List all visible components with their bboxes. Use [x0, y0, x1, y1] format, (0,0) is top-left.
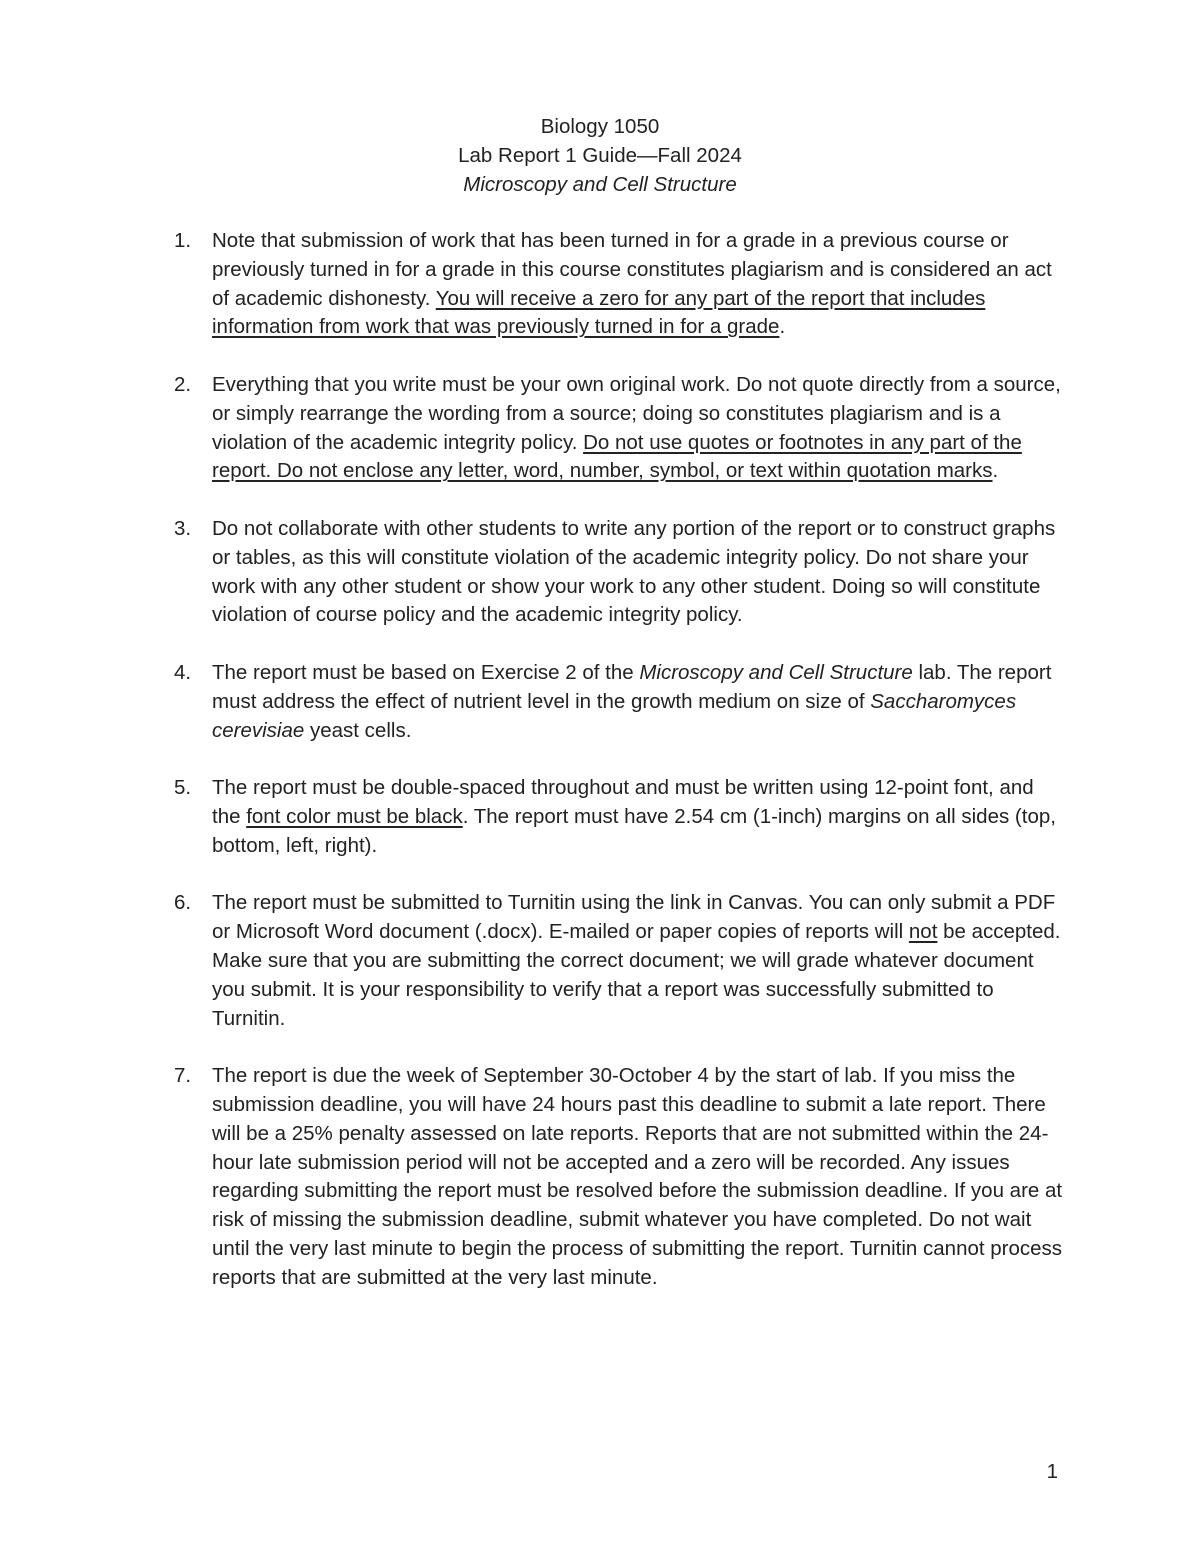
item-text: [212, 659, 1067, 745]
underlined-text: Do not use quotes or footnotes in any part of the report. Do not enclose any letter, word, number, symbol, or text within quotation marks: [212, 430, 1022, 483]
italic-text: Microscopy and Cell Structure: [639, 660, 913, 684]
page-number: 1: [1046, 1460, 1058, 1483]
guideline-item-1: [0, 227, 1200, 342]
guideline-item-2: [0, 371, 1200, 486]
item-number: 5.: [174, 776, 192, 800]
text-segment: .: [779, 315, 786, 339]
guideline-item-4: [0, 659, 1200, 745]
guideline-item-7: [0, 1062, 1200, 1292]
guideline-item-3: [0, 515, 1200, 630]
text-segment: .: [992, 459, 999, 483]
document-header: [0, 112, 1200, 199]
item-text: [212, 371, 1067, 486]
italic-text: Saccharomyces cerevisiae: [212, 689, 1017, 742]
document-subtitle: Microscopy and Cell Structure: [463, 173, 737, 196]
guideline-item-6: [0, 889, 1200, 1033]
item-text: [212, 515, 1067, 630]
text-segment: The report must be based on Exercise 2 of the: [212, 660, 640, 684]
item-number: 2.: [174, 372, 192, 396]
text-segment: Everything that you write must be your own original work. Do not quote directly from a source, or simply rearrange the wording from a source; doing so constitutes plagiarism and is a violation of the academic integrity policy.: [212, 372, 1061, 454]
guidelines-list: [0, 227, 1200, 1321]
item-number: 1.: [174, 229, 192, 252]
text-segment: The report must be double-spaced throughout and must be written using 12-point font, and the: [212, 776, 1034, 828]
text-segment: yeast cells.: [304, 718, 412, 742]
underlined-text: You will receive a zero for any part of the report that includes information from work that was previously turned in for a grade: [212, 286, 986, 339]
item-text: [212, 227, 1067, 342]
text-segment: Note that submission of work that has been turned in for a grade in a previous course or previously turned in for a grade in this course constitutes plagiarism and is considered an act of academic dishonesty.: [212, 229, 1052, 310]
item-text: [212, 889, 1067, 1033]
underlined-text: font color must be black: [246, 804, 463, 828]
item-number: 6.: [174, 891, 192, 915]
document-title: Lab Report 1 Guide—Fall 2024: [458, 144, 742, 167]
item-text: [212, 1062, 1067, 1292]
text-segment: The report must be submitted to Turnitin using the link in Canvas. You can only submit a PDF or Microsoft Word document (.docx). E-mailed or paper copies of reports will: [212, 891, 1056, 944]
text-segment: The report is due the week of September 30-October 4 by the start of lab. If you miss the submission deadline, you will have 24 hours past this deadline to submit a late report. There will be a 25% penalty assessed on late reports. Reports that are not submitted within the 24-hour late submission period will not be accepted and a zero will be recorded. Any issues regarding submitting the report must be resolved before the submission deadline. If you are at risk of missing the submission deadline, submit whatever you have completed. Do not wait until the very last minute to begin the process of submitting the report. Turnitin cannot process reports that are submitted at the very last minute.: [212, 1064, 1063, 1289]
item-number: 4.: [174, 660, 192, 684]
item-number: 7.: [174, 1064, 192, 1088]
text-segment: lab. The report must address the effect of nutrient level in the growth medium on size of: [212, 660, 1052, 713]
text-segment: Do not collaborate with other students to write any portion of the report or to construct graphs or tables, as this will constitute violation of the academic integrity policy. Do not share your work with any other student or show your work to any other student. Doing so will constitute violation of course policy and the academic integrity policy.: [212, 516, 1056, 627]
item-number: 3.: [174, 516, 192, 540]
underlined-text: not: [908, 920, 938, 944]
text-segment: be accepted. Make sure that you are submitting the correct document; we will grade whatever document you submit. It is your responsibility to verify that a report was successfully submitted to Turnitin.: [212, 920, 1061, 1030]
text-segment: . The report must have 2.54 cm (1-inch) margins on all sides (top, bottom, left, right).: [212, 804, 1056, 857]
item-text: [212, 774, 1067, 860]
course-name: Biology 1050: [540, 115, 660, 138]
guideline-item-5: [0, 774, 1200, 860]
